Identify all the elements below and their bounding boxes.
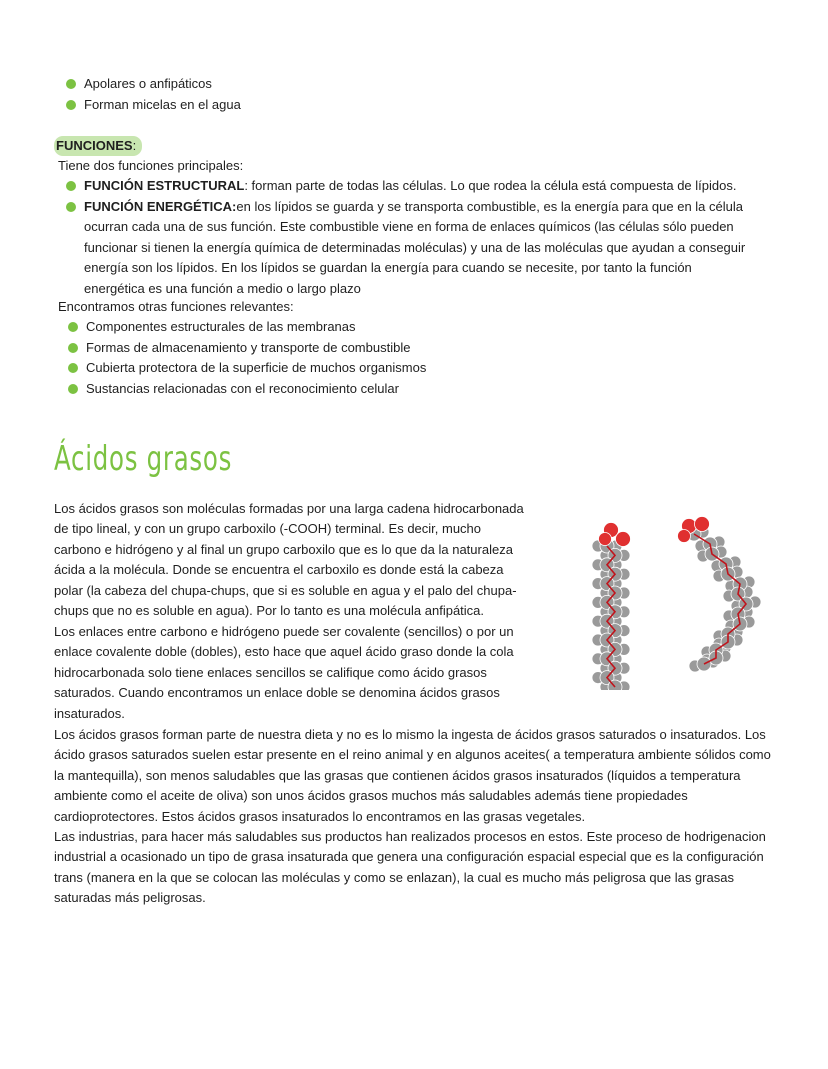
list-item: Formas de almacenamiento y transporte de combustible — [68, 338, 426, 359]
list-item: Cubierta protectora de la superficie de muchos organismos — [68, 358, 426, 379]
paragraph: Los ácidos grasos son moléculas formadas por una larga cadena hidrocarbonada de tipo lineal, y con un grupo carboxilo (-COOH) terminal. Es decir, mucho carbono e hidrógeno y al final un grupo carboxilo que es lo que da la naturaleza ácida a la molécula. Donde se encuentra el carboxilo es donde está la cabeza polar (la cabeza del chupa-chups, que si es soluble en agua y el palo del chupa-chups que no es soluble en agua). Por lo tanto es una molécula anfipática. — [54, 501, 524, 619]
oxygen-atom — [695, 517, 710, 532]
function-label: FUNCIÓN ESTRUCTURAL — [84, 178, 245, 193]
funciones-heading: FUNCIONES: — [54, 136, 142, 156]
section-title: Ácidos grasos — [54, 439, 233, 479]
list-item: Sustancias relacionadas con el reconocimiento celular — [68, 379, 426, 400]
bullet-icon — [68, 384, 78, 394]
list-item: Componentes estructurales de las membranas — [68, 317, 426, 338]
paragraph: Los ácidos grasos forman parte de nuestra dieta y no es lo mismo la ingesta de ácidos grasos saturados o insaturados. Los ácido grasos saturados suelen estar presente en el reino animal y en algunos aceites( a temperatura ambiente sólidos como la mantequilla), son menos saludables que las grasas que contienen ácidos grasos insaturados (líquidos a temperatura ambiente como el aceite de oliva) son unos ácidos grasos muchos más saludables además tiene propiedades cardioprotectores. Estos ácidos grasos insaturados lo encontramos en las grasas vegetales. — [54, 727, 771, 824]
otras-list — [68, 317, 426, 399]
bullet-icon — [66, 202, 76, 212]
properties-list — [66, 74, 241, 115]
paragraph: Las industrias, para hacer más saludables sus productos han realizados procesos en estos. Este proceso de hodrigenacion industrial a ocasionado un tipo de grasa insaturada que genera una configuración espacial especial que es la configuración trans (manera en la que se colocan las moléculas y como se enlazan), la cual es mucho más peligrosa que las grasas saturadas más peligrosas. — [54, 829, 766, 906]
bullet-icon — [68, 343, 78, 353]
funciones-intro: Tiene dos funciones principales: — [58, 158, 244, 173]
saturated-fatty-acid-molecule — [592, 523, 631, 691]
function-text: en los lípidos se guarda y se transporta combustible, es la energía para que en la célula ocurran cada una de sus función. Este combustible viene en forma de enlaces químicos (las células sólo pueden funcionar si tienen la energía química de determinadas moléculas) y una de las moléculas que ayudan a conseguir energía son los lípidos. En los lípidos se guardan la energía para cuando se necesite, por tanto la función energética es una función a medio o largo plazo — [84, 198, 746, 296]
funciones-list — [66, 176, 756, 299]
list-item — [66, 176, 756, 197]
list-item: Apolares o anfipáticos — [66, 74, 241, 95]
bullet-icon — [66, 181, 76, 191]
function-text: : forman parte de todas las células. Lo que rodea la célula está compuesta de lípidos. — [244, 178, 737, 193]
paragraph: Los enlaces entre carbono e hidrógeno puede ser covalente (sencillos) o por un enlace covalente doble (dobles), esto hace que aquel ácido graso donde la cola hidrocarbonada solo tiene enlaces sencillos se califique como ácido grasos saturados. Cuando encontramos un enlace doble se denomina ácidos grasos insaturados. — [54, 624, 514, 721]
bullet-icon — [66, 100, 76, 110]
list-item — [66, 197, 756, 300]
bullet-icon — [68, 363, 78, 373]
function-label: FUNCIÓN ENERGÉTICA: — [84, 198, 237, 214]
unsaturated-fatty-acid-molecule — [678, 517, 762, 673]
bullet-icon — [66, 79, 76, 89]
oxygen-atom — [678, 530, 691, 543]
otras-intro: Encontramos otras funciones relevantes: — [58, 299, 294, 314]
oxygen-atom — [616, 532, 631, 547]
bullet-icon — [68, 322, 78, 332]
list-item: Forman micelas en el agua — [66, 95, 241, 116]
fatty-acid-molecules-illustration — [585, 512, 775, 690]
oxygen-atom — [599, 533, 612, 546]
